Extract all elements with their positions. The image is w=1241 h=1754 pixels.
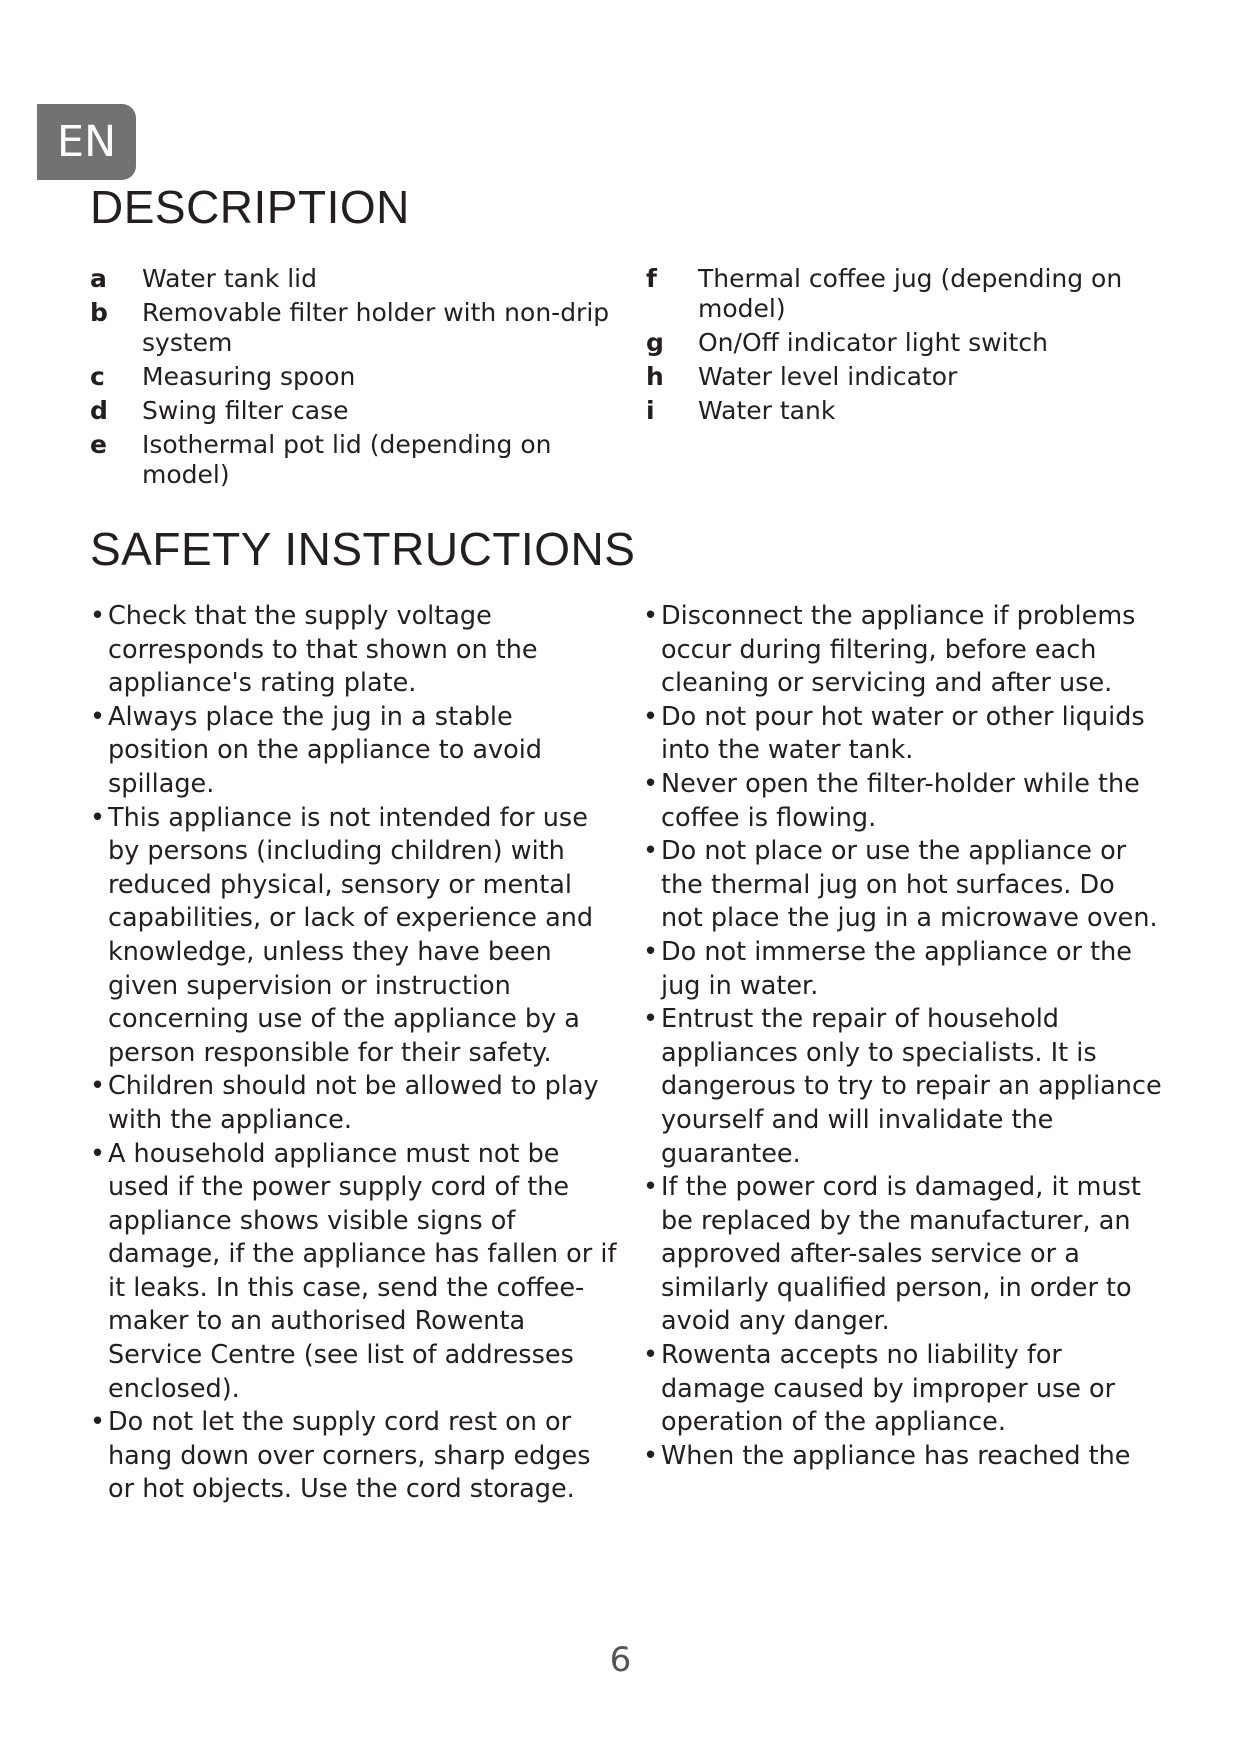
item-letter: f [646, 264, 657, 293]
safety-text: Disconnect the appliance if problems occur during filtering, before each cleaning or servicing and after use. [661, 601, 1136, 699]
safety-item [643, 600, 1163, 701]
safety-item [90, 701, 620, 802]
safety-item [643, 1339, 1163, 1440]
safety-text: Do not let the supply cord rest on or hang down over corners, sharp edges or hot objects. Use the cord storage. [108, 1407, 591, 1505]
item-letter: b [90, 298, 108, 327]
safety-item [90, 1070, 620, 1137]
safety-item [643, 701, 1163, 768]
bullet-icon: • [90, 1071, 106, 1102]
bullet-icon: • [643, 1440, 659, 1471]
description-item [90, 430, 610, 490]
description-item [90, 298, 610, 358]
safety-text: Do not pour hot water or other liquids into the water tank. [661, 701, 1145, 766]
safety-item [643, 1171, 1163, 1339]
item-letter: e [90, 430, 107, 459]
item-text: Removable filter holder with non-drip system [142, 298, 610, 357]
description-item [90, 264, 610, 294]
safety-item [643, 768, 1163, 835]
language-tab: EN [37, 104, 136, 180]
description-list-right [646, 264, 1166, 430]
item-text: Measuring spoon [142, 362, 356, 391]
safety-list-right [643, 600, 1163, 1473]
safety-text: Always place the jug in a stable position on the appliance to avoid spillage. [108, 701, 542, 799]
item-text: Water tank lid [142, 264, 317, 293]
safety-item [643, 936, 1163, 1003]
safety-heading: SAFETY INSTRUCTIONS [90, 523, 636, 575]
item-text: Isothermal pot lid (depending on model) [142, 430, 552, 489]
item-text: Water tank [698, 396, 836, 425]
bullet-icon: • [90, 802, 106, 833]
description-item [646, 328, 1166, 358]
bullet-icon: • [90, 1407, 106, 1438]
bullet-icon: • [90, 1138, 106, 1169]
safety-item [90, 802, 620, 1071]
item-text: On/Off indicator light switch [698, 328, 1048, 357]
safety-text: A household appliance must not be used if the power supply cord of the appliance shows visible signs of damage, if the appliance has fallen or if it leaks. In this case, send the coffee-maker to an authorised Rowenta Service Centre (see list of addresses enclosed). [108, 1138, 617, 1404]
bullet-icon: • [643, 1004, 659, 1035]
item-letter: h [646, 362, 664, 391]
safety-item [90, 1138, 620, 1407]
description-item [646, 264, 1166, 324]
safety-item [643, 1003, 1163, 1171]
bullet-icon: • [643, 601, 659, 631]
safety-item [90, 1406, 620, 1507]
bullet-icon: • [643, 1172, 659, 1203]
bullet-icon: • [90, 601, 106, 631]
bullet-icon: • [643, 701, 659, 732]
safety-item [90, 600, 620, 701]
safety-text: This appliance is not intended for use by persons (including children) with reduced physical, sensory or mental capabilities, or lack of experience and knowledge, unless they have been given supervision or instruction concerning use of the appliance by a person responsible for their safety. [108, 802, 594, 1068]
item-text: Thermal coffee jug (depending on model) [698, 264, 1123, 323]
item-letter: g [646, 328, 664, 357]
safety-text: Do not place or use the appliance or the thermal jug on hot surfaces. Do not place the jug in a microwave oven. [661, 836, 1158, 934]
description-item [646, 362, 1166, 392]
description-heading: DESCRIPTION [90, 181, 410, 233]
bullet-icon: • [643, 836, 659, 867]
bullet-icon: • [643, 1340, 659, 1371]
safety-text: Never open the filter-holder while the coffee is flowing. [661, 768, 1140, 833]
description-item [90, 362, 610, 392]
safety-text: Children should not be allowed to play with the appliance. [108, 1071, 599, 1135]
safety-text: If the power cord is damaged, it must be replaced by the manufacturer, an approved after-sales service or a similarly qualified person, in order to avoid any danger. [661, 1172, 1141, 1337]
item-text: Water level indicator [698, 362, 958, 391]
bullet-icon: • [643, 936, 659, 967]
safety-text: When the appliance has reached the [661, 1440, 1131, 1471]
safety-text: Entrust the repair of household appliances only to specialists. It is dangerous to try to repair an appliance yourself and will invalidate the guarantee. [661, 1004, 1162, 1169]
item-letter: c [90, 362, 105, 391]
item-letter: a [90, 264, 107, 293]
safety-item [643, 1440, 1163, 1474]
safety-list-left [90, 600, 620, 1507]
description-item [90, 396, 610, 426]
safety-item [643, 835, 1163, 936]
bullet-icon: • [643, 768, 659, 799]
safety-text: Check that the supply voltage corresponds to that shown on the appliance's rating plate. [108, 601, 538, 699]
item-letter: i [646, 396, 655, 425]
safety-text: Rowenta accepts no liability for damage caused by improper use or operation of the appliance. [661, 1340, 1116, 1438]
page-number: 6 [609, 1640, 632, 1680]
description-item [646, 396, 1166, 426]
item-text: Swing filter case [142, 396, 349, 425]
bullet-icon: • [90, 701, 106, 732]
safety-text: Do not immerse the appliance or the jug in water. [661, 936, 1132, 1001]
item-letter: d [90, 396, 108, 425]
description-list-left [90, 264, 610, 494]
